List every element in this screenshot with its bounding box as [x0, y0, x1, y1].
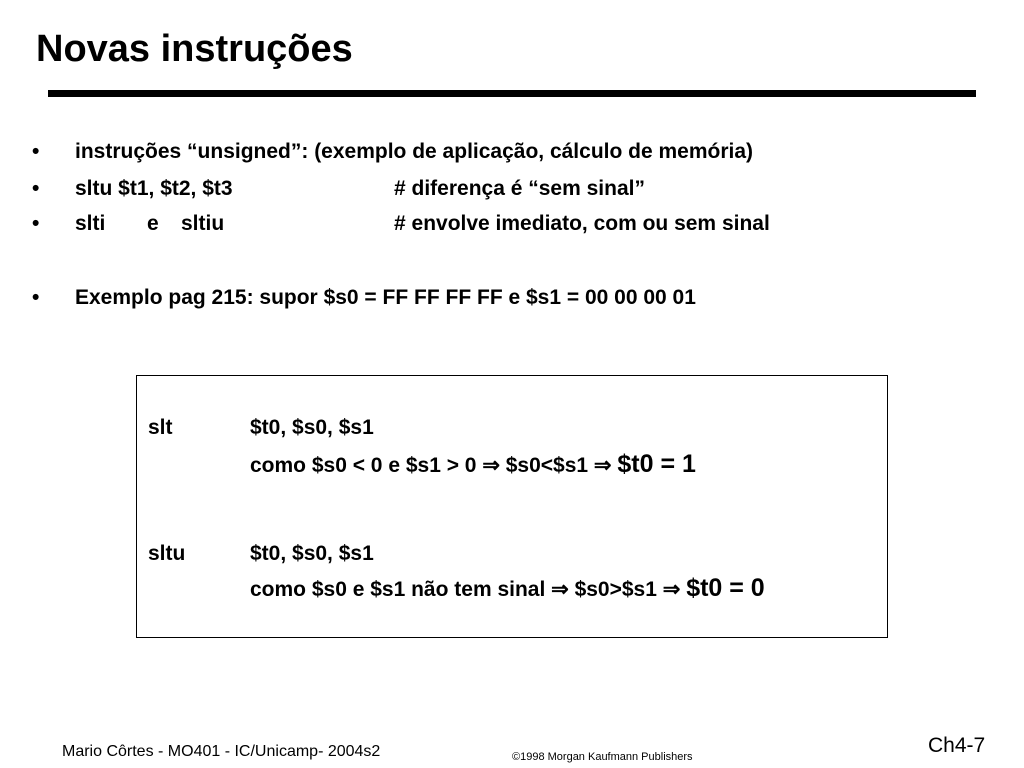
footer-author: Mario Côrtes - MO401 - IC/Unicamp- 2004s2: [62, 743, 381, 760]
bullet-dot: •: [32, 212, 40, 235]
bullet-text: instruções “unsigned”: (exemplo de aplicação, cálculo de memória): [75, 140, 754, 163]
sltu-reason: como $s0 e $s1 não tem sinal ⇒ $s0>$s1 ⇒: [250, 578, 681, 601]
sltu-opcode: sltu: [148, 542, 186, 565]
sltu-operands: $t0, $s0, $s1: [250, 542, 374, 565]
bullet-conjunction: e: [147, 212, 159, 235]
title-divider: [48, 90, 976, 97]
bullet-instruction-sltiu: sltiu: [181, 212, 225, 235]
slt-reason: como $s0 < 0 e $s1 > 0 ⇒ $s0<$s1 ⇒: [250, 454, 612, 477]
bullet-text: Exemplo pag 215: supor $s0 = FF FF FF FF e $s1 = 00 00 00 01: [75, 286, 696, 309]
bullet-instruction-slti: slti: [75, 212, 106, 235]
slt-result: $t0 = 1: [617, 450, 696, 478]
sltu-result: $t0 = 0: [686, 574, 765, 602]
slide-number: Ch4-7: [928, 734, 986, 757]
slide-title: Novas instruções: [36, 28, 353, 70]
bullet-comment: # envolve imediato, com ou sem sinal: [394, 212, 770, 235]
bullet-dot: •: [32, 177, 40, 200]
bullet-instruction: sltu $t1, $t2, $t3: [75, 177, 233, 200]
slt-opcode: slt: [148, 416, 173, 439]
footer-copyright: ©1998 Morgan Kaufmann Publishers: [512, 751, 693, 763]
example-box: [136, 375, 888, 638]
slt-explanation: [250, 450, 696, 479]
bullet-dot: •: [32, 140, 40, 163]
bullet-dot: •: [32, 286, 40, 309]
sltu-explanation: [250, 574, 765, 603]
bullet-comment: # diferença é “sem sinal”: [394, 177, 645, 200]
slt-operands: $t0, $s0, $s1: [250, 416, 374, 439]
